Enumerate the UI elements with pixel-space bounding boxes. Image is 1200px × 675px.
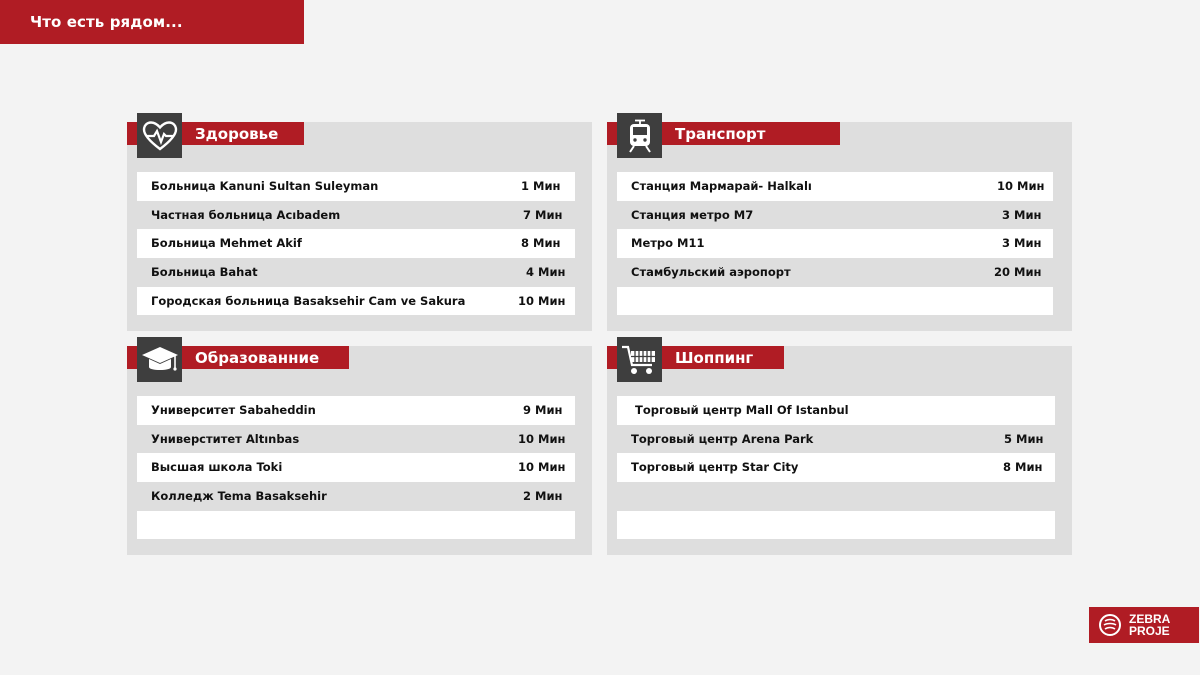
graduation-cap-icon: [137, 337, 182, 382]
logo-line-1: ZEBRA: [1129, 612, 1171, 626]
list-item-name: Больница Kanuni Sultan Suleyman: [151, 179, 379, 193]
list-item-time: 10 Мин: [997, 179, 1045, 193]
list-item: [137, 258, 575, 287]
list-item-time: 8 Мин: [1003, 460, 1043, 475]
panel-education: [127, 346, 592, 555]
list-item: [617, 425, 1055, 454]
panel-education-title: Образованние: [195, 349, 320, 367]
page-title: Что есть рядом...: [30, 13, 183, 31]
panel-transport-title: Транспорт: [675, 125, 766, 143]
list-item-time: 3 Мин: [1002, 236, 1042, 251]
list-item-name: Торговый центр Mall Of Istanbul: [631, 403, 849, 417]
list-item: [137, 229, 575, 258]
header-banner: [0, 0, 304, 44]
list-item: [617, 229, 1053, 258]
list-item-time: 10 Мин: [518, 431, 566, 446]
panel-shopping-title: Шоппинг: [675, 349, 754, 367]
list-item: [617, 172, 1053, 201]
panel-transport: [607, 122, 1072, 331]
list-item: [617, 258, 1053, 287]
list-item-name: Высшая школа Toki: [151, 460, 283, 475]
list-item-time: 20 Мин: [994, 265, 1042, 280]
panel-health: [127, 122, 592, 331]
list-item-time: 1 Мин: [521, 179, 561, 193]
panel-shopping-list: [617, 396, 1055, 539]
list-item-name: Стамбульский аэропорт: [631, 265, 791, 280]
list-item-name: Торговый центр Arena Park: [631, 431, 814, 446]
list-item: [617, 511, 1055, 540]
list-item: [617, 287, 1053, 316]
list-item-name: Университет Sabaheddin: [151, 403, 316, 417]
list-item-time: 10 Мин: [518, 460, 566, 475]
company-logo: [1089, 607, 1199, 643]
list-item-time: 8 Мин: [521, 236, 561, 251]
list-item: [137, 396, 575, 425]
list-item: [137, 425, 575, 454]
list-item-time: 4 Мин: [526, 265, 566, 280]
heart-pulse-icon: [137, 113, 182, 158]
logo-line-2: PROJE: [1129, 624, 1170, 638]
list-item-name: Станция Мармарай- Halkalı: [631, 179, 812, 193]
list-item: [137, 511, 575, 540]
panel-health-list: [137, 172, 575, 315]
list-item-name: Колледж Tema Basaksehir: [151, 489, 327, 504]
list-item: [617, 396, 1055, 425]
panel-shopping: [607, 346, 1072, 555]
logo-text: [1129, 613, 1170, 637]
panel-education-list: [137, 396, 575, 539]
list-item: [617, 453, 1055, 482]
list-item-time: 5 Мин: [1004, 431, 1044, 446]
list-item: [617, 482, 1055, 511]
list-item-time: 10 Мин: [518, 293, 566, 308]
list-item-name: Торговый центр Star City: [631, 460, 799, 475]
list-item-name: Частная больница Acıbadem: [151, 207, 341, 222]
list-item-time: 3 Мин: [1002, 207, 1042, 222]
list-item-name: Больница Bahat: [151, 265, 258, 280]
list-item-name: Станция метро M7: [631, 207, 754, 222]
panel-transport-list: [617, 172, 1053, 315]
list-item: [137, 482, 575, 511]
list-item: [617, 201, 1053, 230]
zebra-logo-icon: [1098, 613, 1122, 637]
train-icon: [617, 113, 662, 158]
list-item: [137, 287, 575, 316]
list-item-name: Больница Mehmet Akif: [151, 236, 302, 251]
list-item-name: Городская больница Basaksehir Cam ve Sakura: [151, 293, 466, 308]
shopping-cart-icon: [617, 337, 662, 382]
list-item: [137, 172, 575, 201]
list-item-name: Универститет Altınbas: [151, 431, 300, 446]
list-item-time: 7 Мин: [523, 207, 563, 222]
list-item-name: Метро M11: [631, 236, 705, 251]
list-item-time: 2 Мин: [523, 489, 563, 504]
list-item: [137, 201, 575, 230]
panel-health-title: Здоровье: [195, 125, 279, 143]
list-item: [137, 453, 575, 482]
list-item-time: 9 Мин: [523, 403, 563, 417]
